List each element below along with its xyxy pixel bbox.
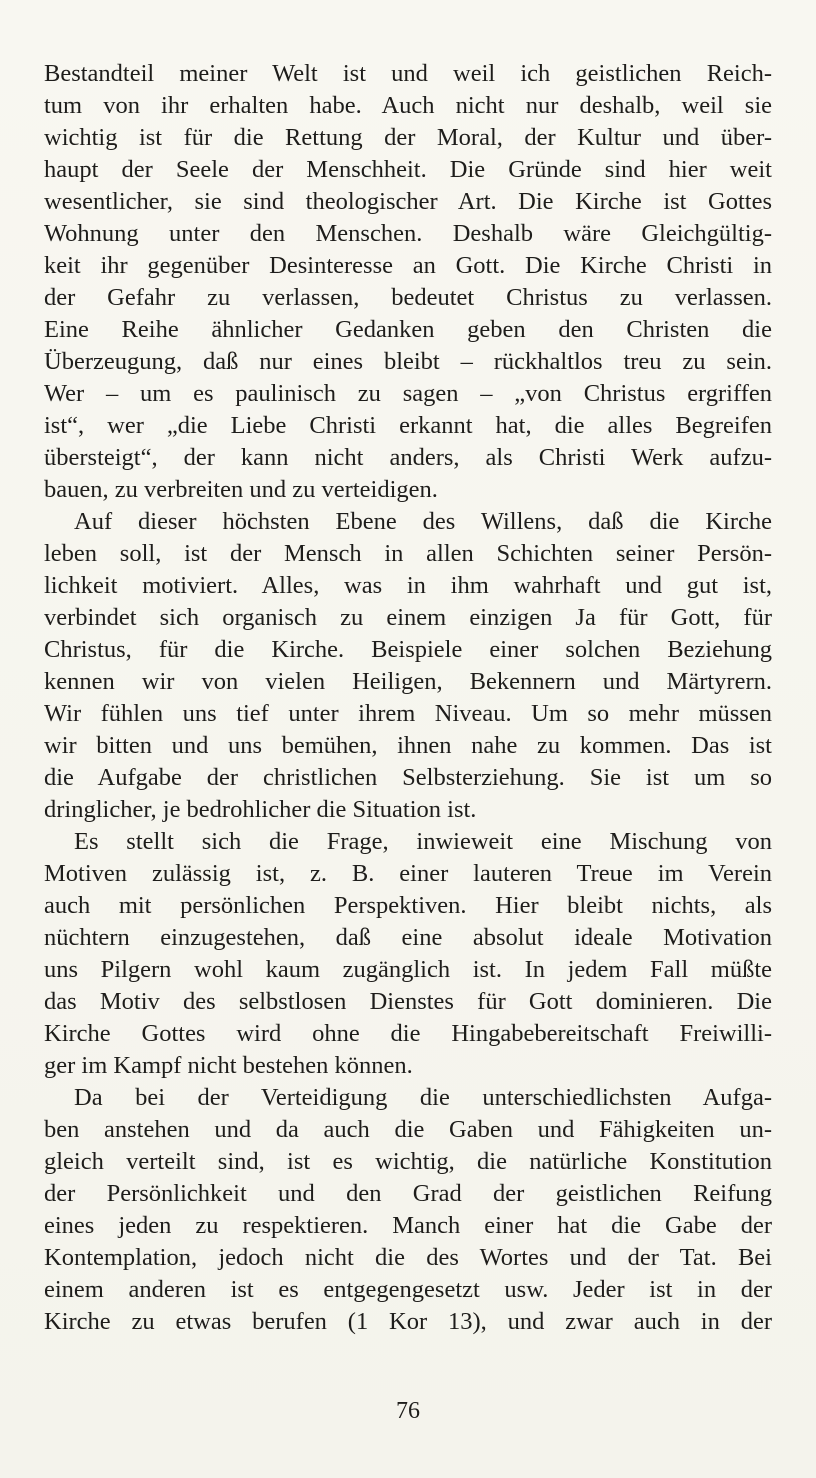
paragraph (44, 1082, 772, 1338)
text-line: übersteigt“, der kann nicht anders, als Christi Werk aufzu- (44, 444, 772, 471)
text-line: Da bei der Verteidigung die unterschiedlichsten Aufga- (74, 1084, 772, 1111)
paragraph (44, 506, 772, 826)
text-line: Wir fühlen uns tief unter ihrem Niveau. Um so mehr müssen (44, 700, 772, 727)
text-line: Bestandteil meiner Welt ist und weil ich geistlichen Reich- (44, 60, 772, 87)
text-line: bauen, zu verbreiten und zu verteidigen. (44, 476, 438, 503)
text-line: die Aufgabe der christlichen Selbsterziehung. Sie ist um so (44, 764, 772, 791)
text-line: keit ihr gegenüber Desinteresse an Gott. Die Kirche Christi in (44, 252, 772, 279)
text-line: gleich verteilt sind, ist es wichtig, die natürliche Konstitution (44, 1148, 772, 1175)
text-line: ger im Kampf nicht bestehen können. (44, 1052, 413, 1079)
text-line: Eine Reihe ähnlicher Gedanken geben den Christen die (44, 316, 772, 343)
text-line: nüchtern einzugestehen, daß eine absolut ideale Motivation (44, 924, 772, 951)
text-line: kennen wir von vielen Heiligen, Bekennern und Märtyrern. (44, 668, 772, 695)
text-line: wichtig ist für die Rettung der Moral, der Kultur und über- (44, 124, 772, 151)
paragraph (44, 58, 772, 506)
text-line: Auf dieser höchsten Ebene des Willens, daß die Kirche (74, 508, 772, 535)
text-line: Wohnung unter den Menschen. Deshalb wäre Gleichgültig- (44, 220, 772, 247)
text-line: Wer – um es paulinisch zu sagen – „von Christus ergriffen (44, 380, 772, 407)
text-line: einem anderen ist es entgegengesetzt usw. Jeder ist in der (44, 1276, 772, 1303)
text-line: Motiven zulässig ist, z. B. einer lauteren Treue im Verein (44, 860, 772, 887)
text-line: ben anstehen und da auch die Gaben und Fähigkeiten un- (44, 1116, 772, 1143)
text-line: tum von ihr erhalten habe. Auch nicht nur deshalb, weil sie (44, 92, 772, 119)
body-text (44, 58, 772, 1338)
text-line: leben soll, ist der Mensch in allen Schichten seiner Persön- (44, 540, 772, 567)
text-line: haupt der Seele der Menschheit. Die Gründe sind hier weit (44, 156, 772, 183)
text-line: ist“, wer „die Liebe Christi erkannt hat, die alles Begreifen (44, 412, 772, 439)
text-line: lichkeit motiviert. Alles, was in ihm wahrhaft und gut ist, (44, 572, 772, 599)
text-line: uns Pilgern wohl kaum zugänglich ist. In jedem Fall müßte (44, 956, 772, 983)
text-line: der Gefahr zu verlassen, bedeutet Christus zu verlassen. (44, 284, 772, 311)
text-line: verbindet sich organisch zu einem einzigen Ja für Gott, für (44, 604, 772, 631)
text-line: Überzeugung, daß nur eines bleibt – rückhaltlos treu zu sein. (44, 348, 772, 375)
page-number: 76 (396, 1398, 420, 1424)
text-line: wir bitten und uns bemühen, ihnen nahe zu kommen. Das ist (44, 732, 772, 759)
paragraph (44, 826, 772, 1082)
text-line: eines jeden zu respektieren. Manch einer hat die Gabe der (44, 1212, 772, 1239)
text-line: Kirche Gottes wird ohne die Hingabebereitschaft Freiwilli- (44, 1020, 772, 1047)
text-line: dringlicher, je bedrohlicher die Situation ist. (44, 796, 477, 823)
text-line: Kontemplation, jedoch nicht die des Wortes und der Tat. Bei (44, 1244, 772, 1271)
text-line: auch mit persönlichen Perspektiven. Hier bleibt nichts, als (44, 892, 772, 919)
text-line: Christus, für die Kirche. Beispiele einer solchen Beziehung (44, 636, 772, 663)
text-line: Kirche zu etwas berufen (1 Kor 13), und zwar auch in der (44, 1308, 772, 1335)
text-line: das Motiv des selbstlosen Dienstes für Gott dominieren. Die (44, 988, 772, 1015)
text-line: der Persönlichkeit und den Grad der geistlichen Reifung (44, 1180, 772, 1207)
text-line: wesentlicher, sie sind theologischer Art. Die Kirche ist Gottes (44, 188, 772, 215)
text-line: Es stellt sich die Frage, inwieweit eine Mischung von (74, 828, 772, 855)
